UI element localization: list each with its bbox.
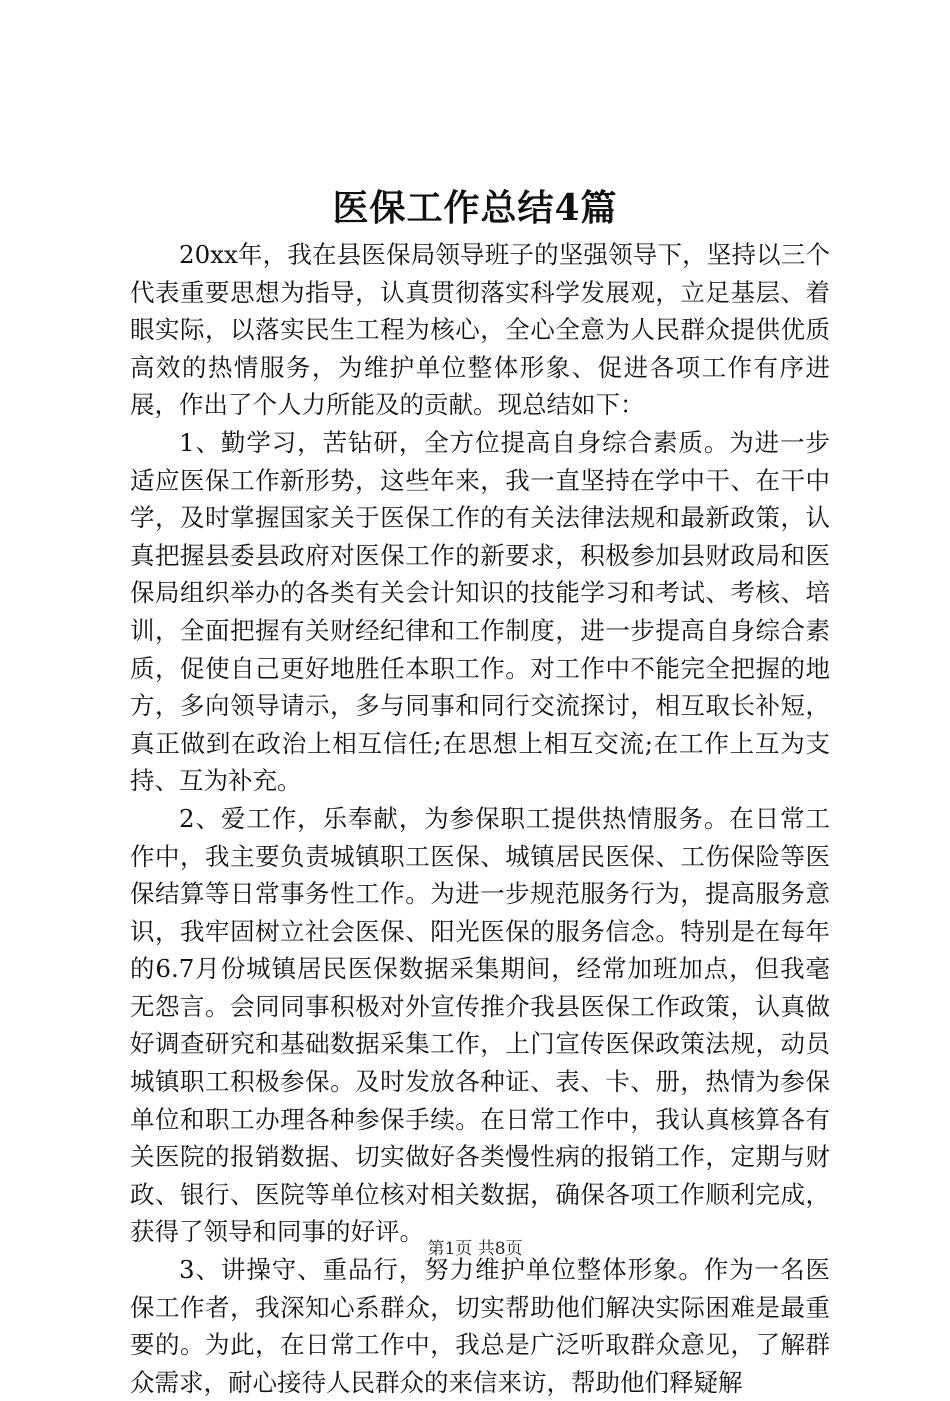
paragraph-intro: 20xx年，我在县医保局领导班子的坚强领导下，坚持以三个代表重要思想为指导，认真贯彻落实科学发展观，立足基层、着眼实际，以落实民生工程为核心，全心全意为人民群众提供优质高效的热情服务，为维护单位整体形象、促进各项工作有序进展，作出了个人力所能及的贡献。现总结如下： (130, 240, 830, 420)
paragraph-1: 1、勤学习，苦钻研，全方位提高自身综合素质。为进一步适应医保工作新形势，这些年来，我一直坚持在学中干、在干中学，及时掌握国家关于医保工作的有关法律法规和最新政策，认真把握县委县政府对医保工作的新要求，积极参加县财政局和医保局组织举办的各类有关会计知识的技能学习和考试、考核、培训，全面把握有关财经纪律和工作制度，进一步提高自身综合素质，促使自己更好地胜任本职工作。对工作中不能完全把握的地方，多向领导请示，多与同事和同行交流探讨，相互取长补短，真正做到在政治上相互信任;在思想上相互交流;在工作上互为支持、互为补充。 (130, 427, 830, 796)
document-body (130, 236, 830, 1401)
document-title: 医保工作总结4篇 (332, 187, 618, 229)
paragraph-3: 3、讲操守、重品行，努力维护单位整体形象。作为一名医保工作者，我深知心系群众，切实帮助他们解决实际困难是最重要的。为此，在日常工作中，我总是广泛听取群众意见，了解群众需求，耐心接待人民群众的来信来访，帮助他们释疑解 (130, 1255, 830, 1397)
page-number: 第1页 共8页 (427, 1239, 523, 1259)
paragraph-2: 2、爱工作，乐奉献，为参保职工提供热情服务。在日常工作中，我主要负责城镇职工医保、城镇居民医保、工伤保险等医保结算等日常事务性工作。为进一步规范服务行为，提高服务意识，我牢固树立社会医保、阳光医保的服务信念。特别是在每年的6.7月份城镇居民医保数据采集期间，经常加班加点，但我毫无怨言。会同同事积极对外宣传推介我县医保工作政策，认真做好调查研究和基础数据采集工作，上门宣传医保政策法规，动员城镇职工积极参保。及时发放各种证、表、卡、册，热情为参保单位和职工办理各种参保手续。在日常工作中，我认真核算各有关医院的报销数据、切实做好各类慢性病的报销工作，定期与财政、银行、医院等单位核对相关数据，确保各项工作顺利完成，获得了领导和同事的好评。 (130, 803, 830, 1247)
